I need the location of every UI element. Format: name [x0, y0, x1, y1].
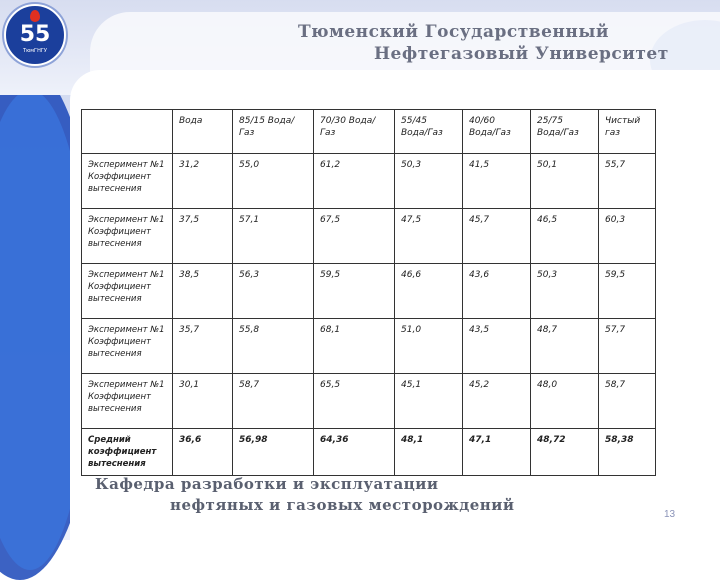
table-row	[82, 209, 656, 264]
table-cell: 46,5	[531, 209, 599, 264]
table-cell: 38,5	[173, 264, 233, 319]
table-cell: 45,1	[395, 374, 463, 429]
row-label: Средний коэффициент вытеснения	[82, 429, 173, 476]
table-header-cell: Вода	[173, 110, 233, 154]
row-label: Эксперимент №1 Коэффициент вытеснения	[82, 209, 173, 264]
table-cell: 41,5	[463, 154, 531, 209]
table-cell: 47,1	[463, 429, 531, 476]
page-title-line2: Нефтегазовый Университет	[374, 44, 669, 64]
table-cell: 58,7	[233, 374, 314, 429]
table-cell: 65,5	[314, 374, 395, 429]
table-cell: 48,1	[395, 429, 463, 476]
table-cell: 46,6	[395, 264, 463, 319]
table-header-cell: 70/30 Вода/Газ	[314, 110, 395, 154]
table-cell: 57,7	[599, 319, 656, 374]
table-cell: 30,1	[173, 374, 233, 429]
university-logo	[4, 4, 66, 66]
table-header-cell	[82, 110, 173, 154]
row-label: Эксперимент №1 Коэффициент вытеснения	[82, 154, 173, 209]
table-cell: 58,38	[599, 429, 656, 476]
row-label: Эксперимент №1 Коэффициент вытеснения	[82, 264, 173, 319]
table-header-cell: 85/15 Вода/Газ	[233, 110, 314, 154]
table-row	[82, 374, 656, 429]
department-line2: нефтяных и газовых месторождений	[170, 496, 515, 514]
table-cell: 50,3	[531, 264, 599, 319]
table-cell: 31,2	[173, 154, 233, 209]
table-cell: 64,36	[314, 429, 395, 476]
table-header-row	[82, 110, 656, 154]
table-cell: 36,6	[173, 429, 233, 476]
table-cell: 50,3	[395, 154, 463, 209]
row-label: Эксперимент №1 Коэффициент вытеснения	[82, 319, 173, 374]
flame-icon	[30, 10, 40, 22]
table-row	[82, 264, 656, 319]
logo-subtext: ТюмГНГУ	[23, 48, 47, 54]
table-cell: 47,5	[395, 209, 463, 264]
row-label: Эксперимент №1 Коэффициент вытеснения	[82, 374, 173, 429]
logo-number: 55	[19, 22, 51, 47]
table-cell: 45,2	[463, 374, 531, 429]
table-row	[82, 319, 656, 374]
table-header-cell: 40/60 Вода/Газ	[463, 110, 531, 154]
table-cell: 60,3	[599, 209, 656, 264]
page-title-line1: Тюменский Государственный	[298, 22, 609, 42]
table-cell: 57,1	[233, 209, 314, 264]
table-cell: 67,5	[314, 209, 395, 264]
table-cell: 50,1	[531, 154, 599, 209]
displacement-table	[81, 109, 656, 476]
page-number: 13	[664, 509, 676, 520]
table-header-cell: 25/75 Вода/Газ	[531, 110, 599, 154]
table-cell: 51,0	[395, 319, 463, 374]
table-cell: 43,6	[463, 264, 531, 319]
average-row	[82, 429, 656, 476]
table-cell: 35,7	[173, 319, 233, 374]
table-cell: 37,5	[173, 209, 233, 264]
table-cell: 55,7	[599, 154, 656, 209]
table-header-cell: 55/45 Вода/Газ	[395, 110, 463, 154]
table-cell: 48,7	[531, 319, 599, 374]
table-cell: 56,3	[233, 264, 314, 319]
table-cell: 59,5	[599, 264, 656, 319]
table-cell: 55,0	[233, 154, 314, 209]
table-cell: 59,5	[314, 264, 395, 319]
table-header-cell: Чистый газ	[599, 110, 656, 154]
table-cell: 56,98	[233, 429, 314, 476]
table-cell: 55,8	[233, 319, 314, 374]
table-cell: 43,5	[463, 319, 531, 374]
table-cell: 58,7	[599, 374, 656, 429]
table-row	[82, 154, 656, 209]
table-cell: 68,1	[314, 319, 395, 374]
department-line1: Кафедра разработки и эксплуатации	[95, 475, 439, 493]
table-cell: 48,72	[531, 429, 599, 476]
table-cell: 45,7	[463, 209, 531, 264]
table-cell: 48,0	[531, 374, 599, 429]
table-cell: 61,2	[314, 154, 395, 209]
